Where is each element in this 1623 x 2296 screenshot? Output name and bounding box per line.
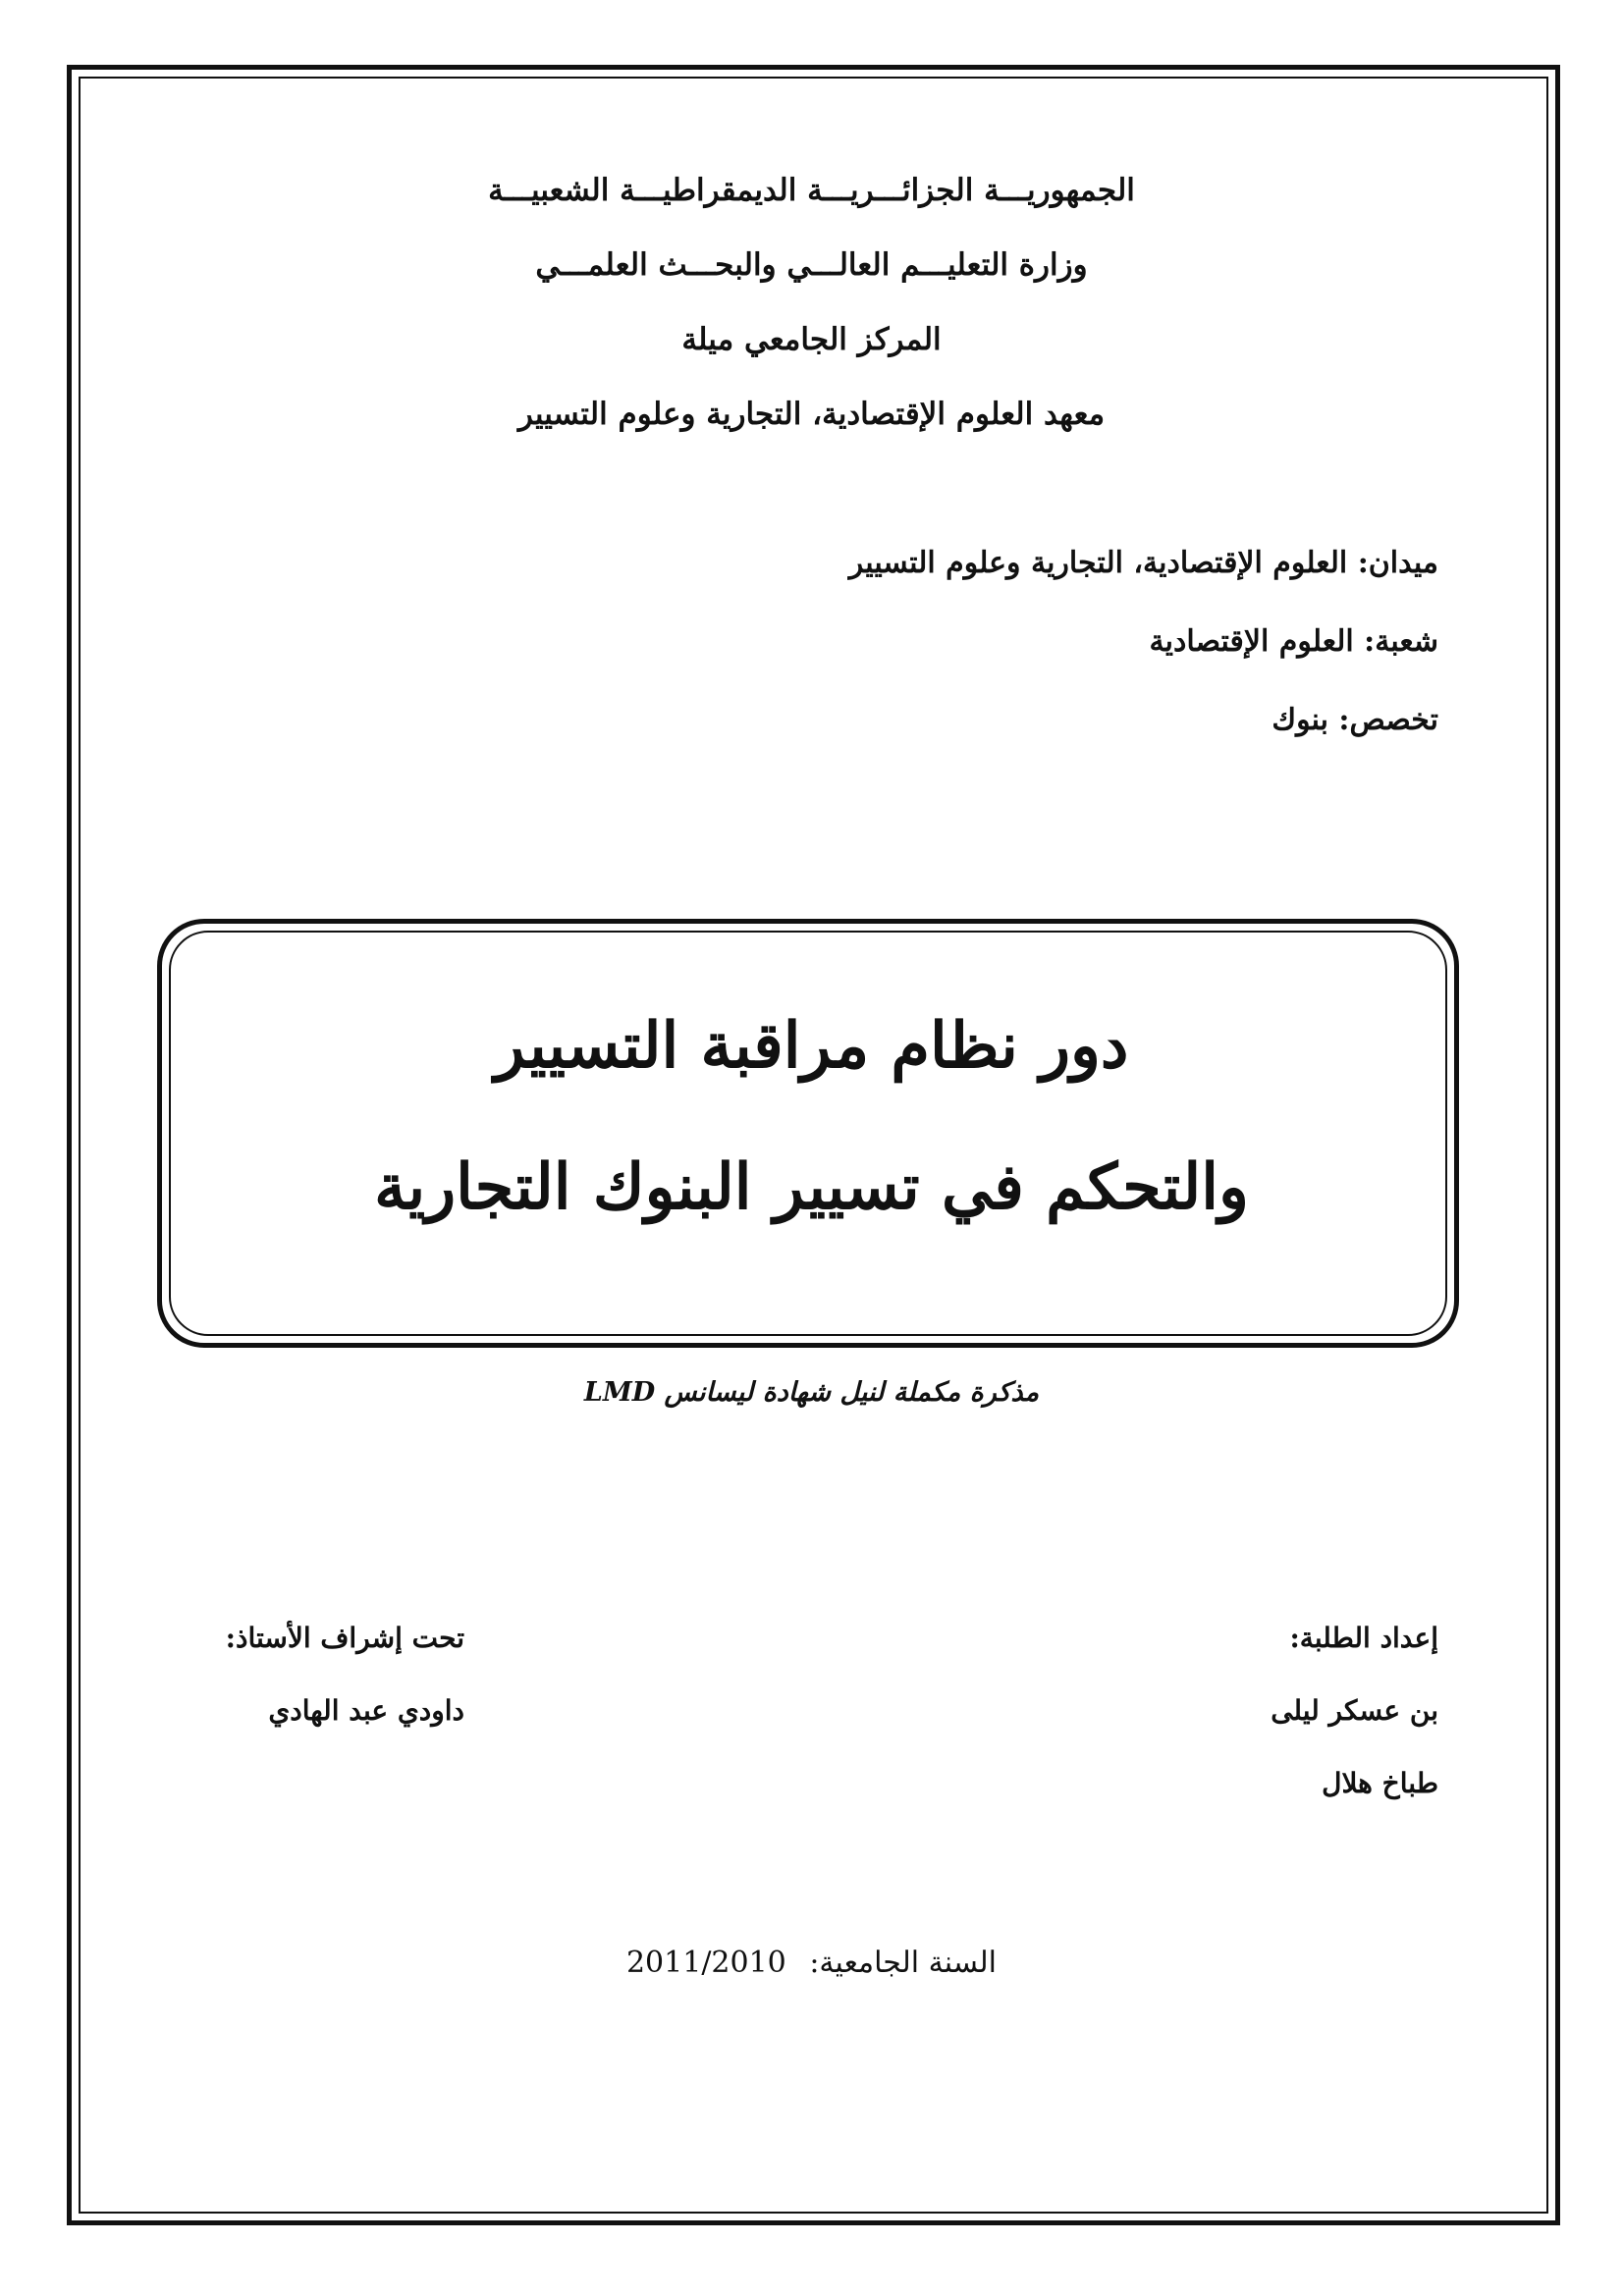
academic-year-label: السنة الجامعية: xyxy=(809,1946,998,1980)
student-name-1: بن عسكر ليلى xyxy=(1271,1694,1438,1727)
specialty-line: تخصص: بنوك xyxy=(1271,703,1438,737)
branch-line: شعبة: العلوم الإقتصادية xyxy=(1149,624,1438,659)
institute-header: معهد العلوم الإقتصادية، التجارية وعلوم التسيير xyxy=(517,397,1106,432)
thesis-subtitle: مذكرة مكملة لنيل شهادة ليسانس LMD xyxy=(583,1377,1040,1408)
academic-year xyxy=(0,1946,1623,1980)
student-name-2: طباخ هلال xyxy=(1322,1767,1438,1799)
thesis-title-line-1: دور نظام مراقبة التسيير xyxy=(494,1009,1129,1083)
field-line: ميدان: العلوم الإقتصادية، التجارية وعلوم التسيير xyxy=(848,546,1438,580)
thesis-title-line-2: والتحكم في تسيير البنوك التجارية xyxy=(374,1150,1249,1224)
republic-header: الجمهوريـــة الجزائـــريـــة الديمقراطيـــة الشعبيـــة xyxy=(488,173,1135,208)
supervisor-label: تحت إشراف الأستاذ: xyxy=(225,1622,464,1654)
title-box-inner xyxy=(169,931,1447,1336)
academic-year-value: 2011/2010 xyxy=(625,1946,786,1980)
students-label: إعداد الطلبة: xyxy=(1289,1622,1438,1654)
supervisor-name: داودي عبد الهادي xyxy=(268,1694,464,1727)
ministry-header: وزارة التعليـــم العالـــي والبحـــث العلمـــي xyxy=(535,247,1088,283)
university-center-header: المركز الجامعي ميلة xyxy=(681,322,942,357)
